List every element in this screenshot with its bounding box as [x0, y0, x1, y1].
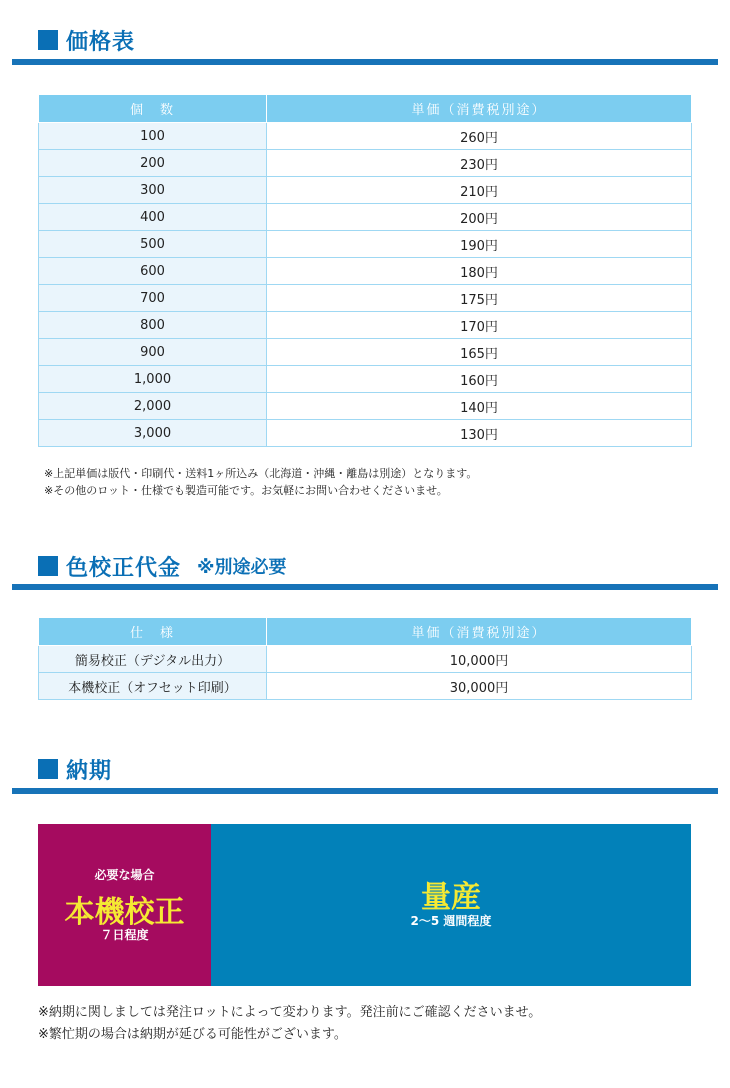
price-cell: 130円	[267, 420, 692, 447]
price-cell: 200円	[267, 204, 692, 231]
proof-box-title: 本機校正	[64, 895, 185, 930]
quantity-cell: 1,000	[39, 366, 267, 393]
price-table	[38, 94, 692, 447]
proof-table	[38, 617, 692, 700]
square-bullet-icon	[38, 556, 58, 576]
quantity-cell: 700	[39, 285, 267, 312]
quantity-cell: 400	[39, 204, 267, 231]
price-cell: 210円	[267, 177, 692, 204]
price-cell: 170円	[267, 312, 692, 339]
mass-production-box	[211, 824, 691, 986]
delivery-heading	[38, 749, 112, 789]
quantity-cell: 200	[39, 150, 267, 177]
quantity-cell: 500	[39, 231, 267, 258]
price-cell: 30,000円	[267, 673, 692, 700]
price-cell: 175円	[267, 285, 692, 312]
proof-separate-note: ※別途必要	[197, 557, 287, 578]
proof-box-label: 必要な場合	[94, 868, 155, 882]
table-row	[39, 393, 692, 420]
quantity-cell: 900	[39, 339, 267, 366]
price-table-header	[39, 95, 692, 123]
delivery-note-1: ※納期に関しましては発注ロットによって変わります。発注前にご確認くださいませ。	[38, 1005, 542, 1020]
quantity-cell: 100	[39, 123, 267, 150]
price-cell: 190円	[267, 231, 692, 258]
spec-cell: 簡易校正（デジタル出力）	[39, 646, 267, 673]
table-row	[39, 123, 692, 150]
table-row	[39, 673, 692, 700]
proof-delivery-box	[38, 824, 211, 986]
delivery-notes	[38, 1002, 541, 1046]
table-row	[39, 258, 692, 285]
proof-table-header	[39, 618, 692, 646]
delivery-title: 納期	[66, 758, 113, 784]
spec-cell: 本機校正（オフセット印刷）	[39, 673, 267, 700]
price-note-2: ※その他のロット・仕様でも製造可能です。お気軽にお問い合わせくださいませ。	[44, 484, 448, 497]
quantity-cell: 300	[39, 177, 267, 204]
table-row	[39, 339, 692, 366]
price-divider	[12, 59, 718, 65]
square-bullet-icon	[38, 30, 58, 50]
quantity-cell: 2,000	[39, 393, 267, 420]
price-heading	[38, 20, 135, 60]
proof-title: 色校正代金	[66, 555, 182, 581]
proof-box-duration: ７日程度	[100, 928, 149, 942]
price-cell: 160円	[267, 366, 692, 393]
price-title: 価格表	[66, 29, 136, 55]
quantity-cell: 3,000	[39, 420, 267, 447]
table-row	[39, 366, 692, 393]
mass-production-title: 量産	[421, 880, 481, 915]
quantity-cell: 800	[39, 312, 267, 339]
proof-heading	[38, 546, 287, 586]
price-cell: 165円	[267, 339, 692, 366]
delivery-divider	[12, 788, 718, 794]
mass-production-duration: 2～5 週間程度	[410, 914, 492, 928]
delivery-note-2: ※繁忙期の場合は納期が延びる可能性がございます。	[38, 1027, 347, 1042]
table-row	[39, 312, 692, 339]
price-cell: 180円	[267, 258, 692, 285]
table-row	[39, 285, 692, 312]
header-quantity: 個 数	[39, 95, 267, 123]
table-row	[39, 420, 692, 447]
header-spec: 仕 様	[39, 618, 267, 646]
table-row	[39, 150, 692, 177]
price-note-1: ※上記単価は版代・印刷代・送料1ヶ所込み（北海道・沖縄・離島は別途）となります。	[44, 467, 478, 480]
quantity-cell: 600	[39, 258, 267, 285]
price-cell: 260円	[267, 123, 692, 150]
table-row	[39, 646, 692, 673]
price-cell: 10,000円	[267, 646, 692, 673]
price-notes	[44, 465, 477, 499]
table-row	[39, 204, 692, 231]
price-cell: 230円	[267, 150, 692, 177]
square-bullet-icon	[38, 759, 58, 779]
table-row	[39, 177, 692, 204]
header-unit-price: 単価（消費税別途）	[267, 95, 692, 123]
table-row	[39, 231, 692, 258]
price-cell: 140円	[267, 393, 692, 420]
header-unit-price: 単価（消費税別途）	[267, 618, 692, 646]
proof-divider	[12, 584, 718, 590]
